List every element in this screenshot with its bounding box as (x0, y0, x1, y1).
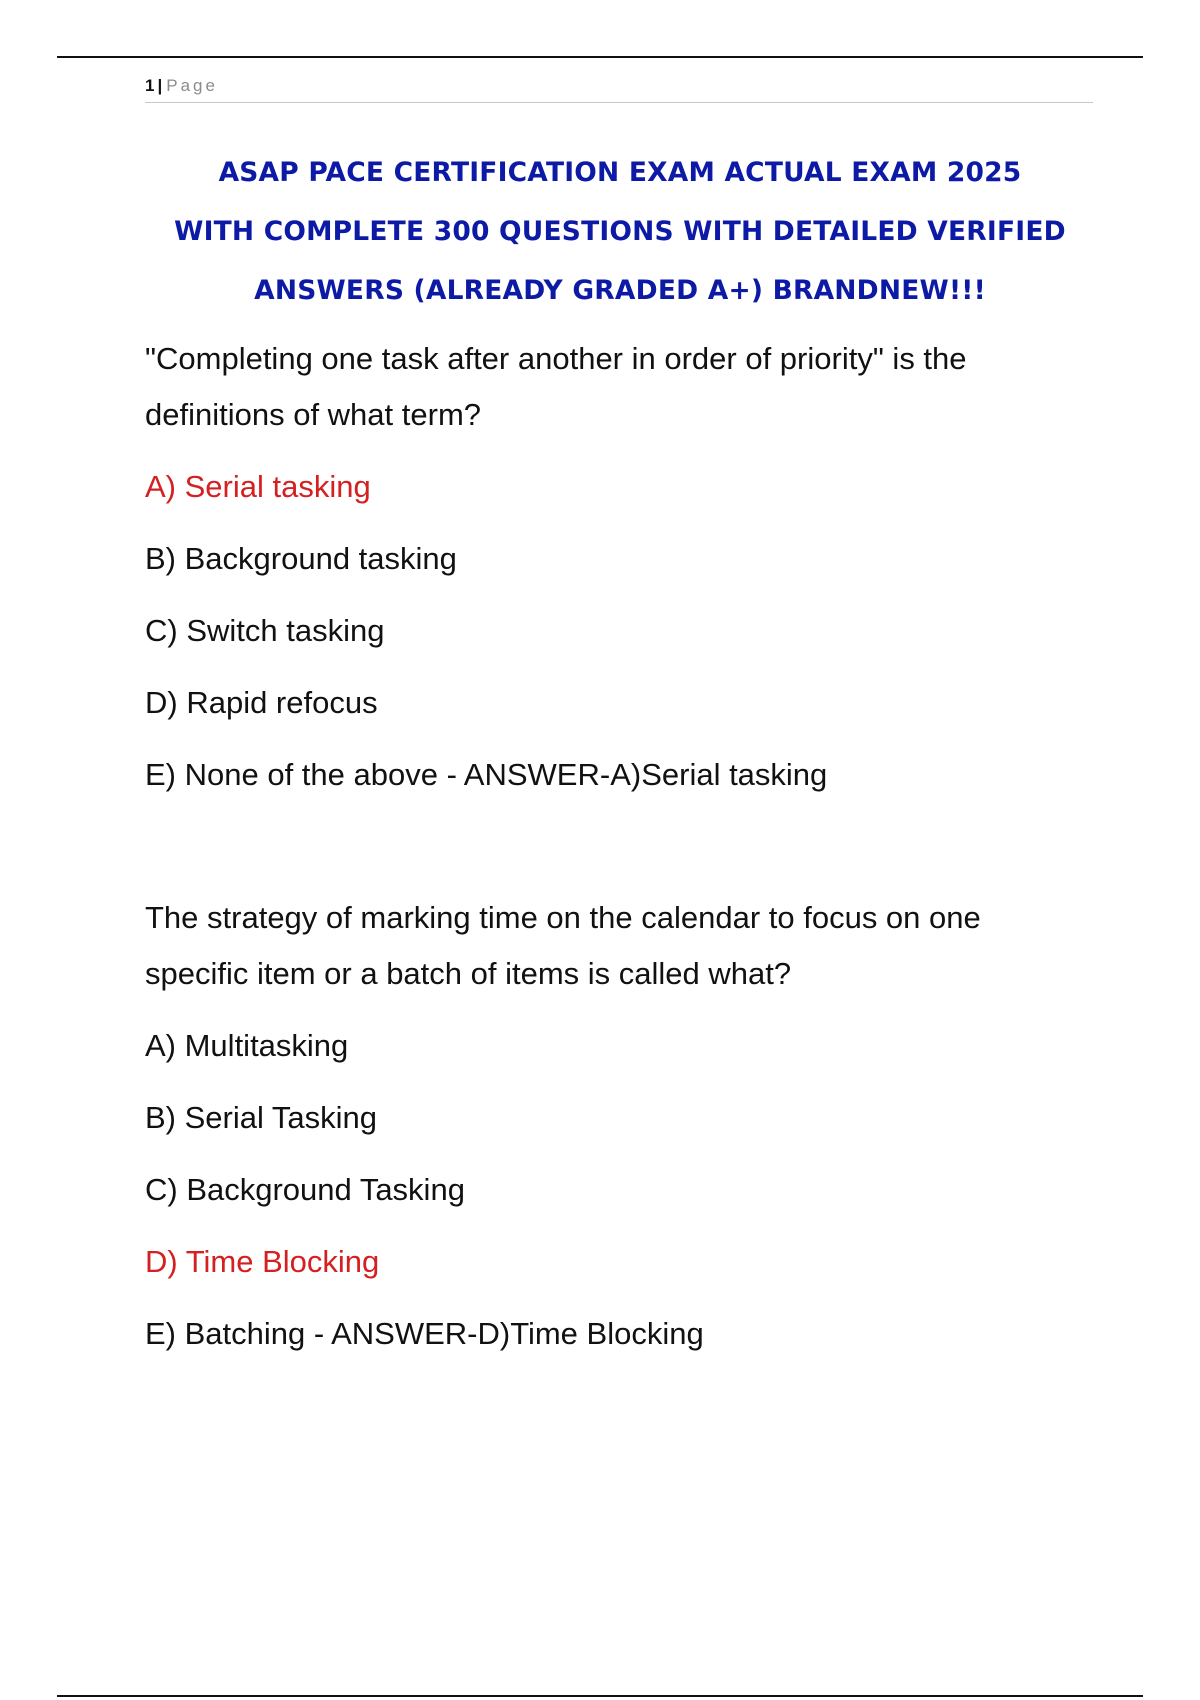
question-1 (145, 331, 1105, 803)
question-2-option-c: C) Background Tasking (145, 1172, 465, 1207)
question-2-option-e-answer: E) Batching - ANSWER-D)Time Blocking (145, 1316, 704, 1351)
document-title (130, 143, 1110, 320)
question-2-option-a: A) Multitasking (145, 1028, 349, 1063)
question-2 (145, 890, 1105, 1362)
title-line-1: ASAP PACE CERTIFICATION EXAM ACTUAL EXAM 2025 (218, 157, 1022, 188)
title-line-3: ANSWERS (ALREADY GRADED A+) BRANDNEW!!! (254, 275, 986, 306)
page-separator: | (157, 76, 163, 95)
question-1-option-e-answer: E) None of the above - ANSWER-A)Serial tasking (145, 757, 828, 792)
bottom-rule (57, 1695, 1143, 1697)
page-number: 1 (145, 76, 155, 95)
question-2-option-d: D) Time Blocking (145, 1244, 380, 1279)
question-2-text-line-1: The strategy of marking time on the calendar to focus on one (145, 900, 981, 935)
question-1-option-a: A) Serial tasking (145, 469, 371, 504)
page-label: Page (166, 76, 218, 95)
question-2-text-line-2: specific item or a batch of items is called what? (145, 956, 792, 991)
top-rule (57, 56, 1143, 58)
question-1-option-c: C) Switch tasking (145, 613, 385, 648)
question-2-option-b: B) Serial Tasking (145, 1100, 378, 1135)
question-1-text-line-2: definitions of what term? (145, 397, 482, 432)
question-1-option-d: D) Rapid refocus (145, 685, 378, 720)
question-1-text-line-1: "Completing one task after another in order of priority" is the (145, 341, 967, 376)
title-line-2: WITH COMPLETE 300 QUESTIONS WITH DETAILED VERIFIED (174, 216, 1066, 247)
question-1-option-b: B) Background tasking (145, 541, 457, 576)
page-header (145, 74, 1093, 103)
